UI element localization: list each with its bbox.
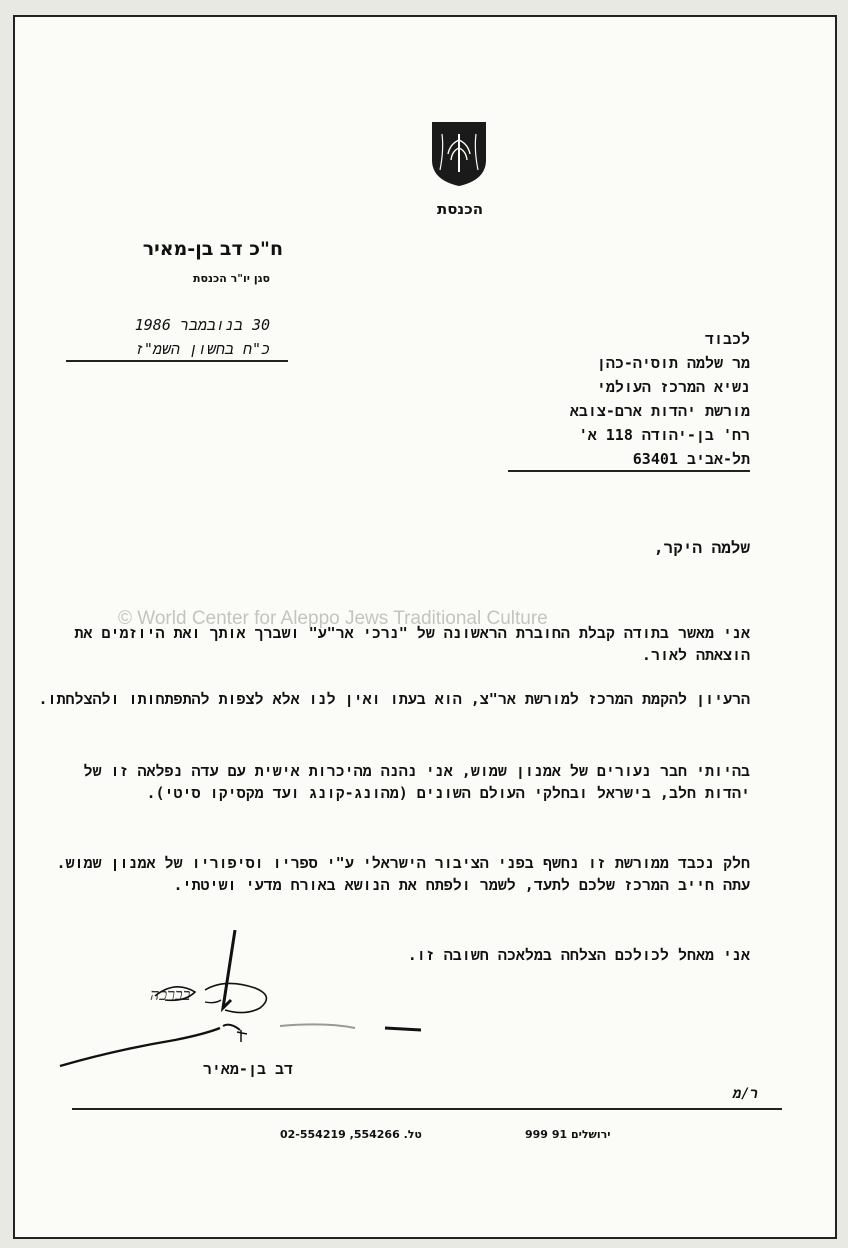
mk-role: סגן יו"ר הכנסת [193,272,270,285]
recipient-line: נשיא המרכז העולמי [596,378,750,396]
recipient-line: לכבוד [704,330,750,348]
closing: בברכה [150,985,191,1004]
signatory-name: דב בן-מאיר [202,1060,293,1078]
recipient-underline [508,470,750,472]
paragraph: אני מאחל לכולכם הצלחה במלאכה חשובה זו. [407,946,750,964]
watermark: © World Center for Aleppo Jews Traditional Culture [118,608,548,629]
institution-name: הכנסת [436,200,484,218]
footer-phone: טל. 554266, 02-554219 [280,1128,422,1141]
recipient-line: מר שלמה תוסיה-כהן [596,354,750,372]
salutation: שלמה היקר, [653,538,750,557]
recipient-line: מורשת יהדות ארם-צובא [569,402,750,420]
mk-name: ח"כ דב בן-מאיר [142,238,283,260]
recipient-line: רח' בן-יהודה 118 א' [578,426,750,444]
date-underline [66,360,288,362]
date-hebrew: כ"ח בחשון השמ"ז [134,340,270,358]
handwritten-signature [55,930,435,1070]
paragraph: בהיותי חבר נעורים של אמנון שמוש, אני נהנה מהיכרות אישית עם עדה נפלאה זו של יהדות חלב, בישראל ובחלקי העולם השונים (מהונג-קונג ועד מקסיקו סיטי). [83,762,750,802]
typist-initials: ר/מ [732,1086,758,1102]
paragraph: הרעיון להקמת המרכז למורשת אר"צ, הוא בעתו ואין לנו אלא לצפות להתפתחותו ולהצלחתו. [38,690,750,708]
recipient-line: תל-אביב 63401 [632,450,750,468]
footer-address: ירושלים 91 999 [525,1128,611,1141]
knesset-emblem-icon [430,120,488,188]
paragraph: חלק נכבד ממורשת זו נחשף בפני הציבור הישראלי ע"י ספריו וסיפוריו של אמנון שמוש. עתה חייב המרכז שלכם לתעד, לשמר ולפתח את הנושא באורח מדעי ושיטתי. [56,854,750,894]
footer-divider [72,1108,782,1110]
date-gregorian: 30 בנובמבר 1986 [134,316,270,334]
paragraph: אני מאשר בתודה קבלת החוברת הראשונה של "נרכי אר"ע" ושברך אותך ואת היוזמים את הוצאתה לאור. [74,624,750,664]
